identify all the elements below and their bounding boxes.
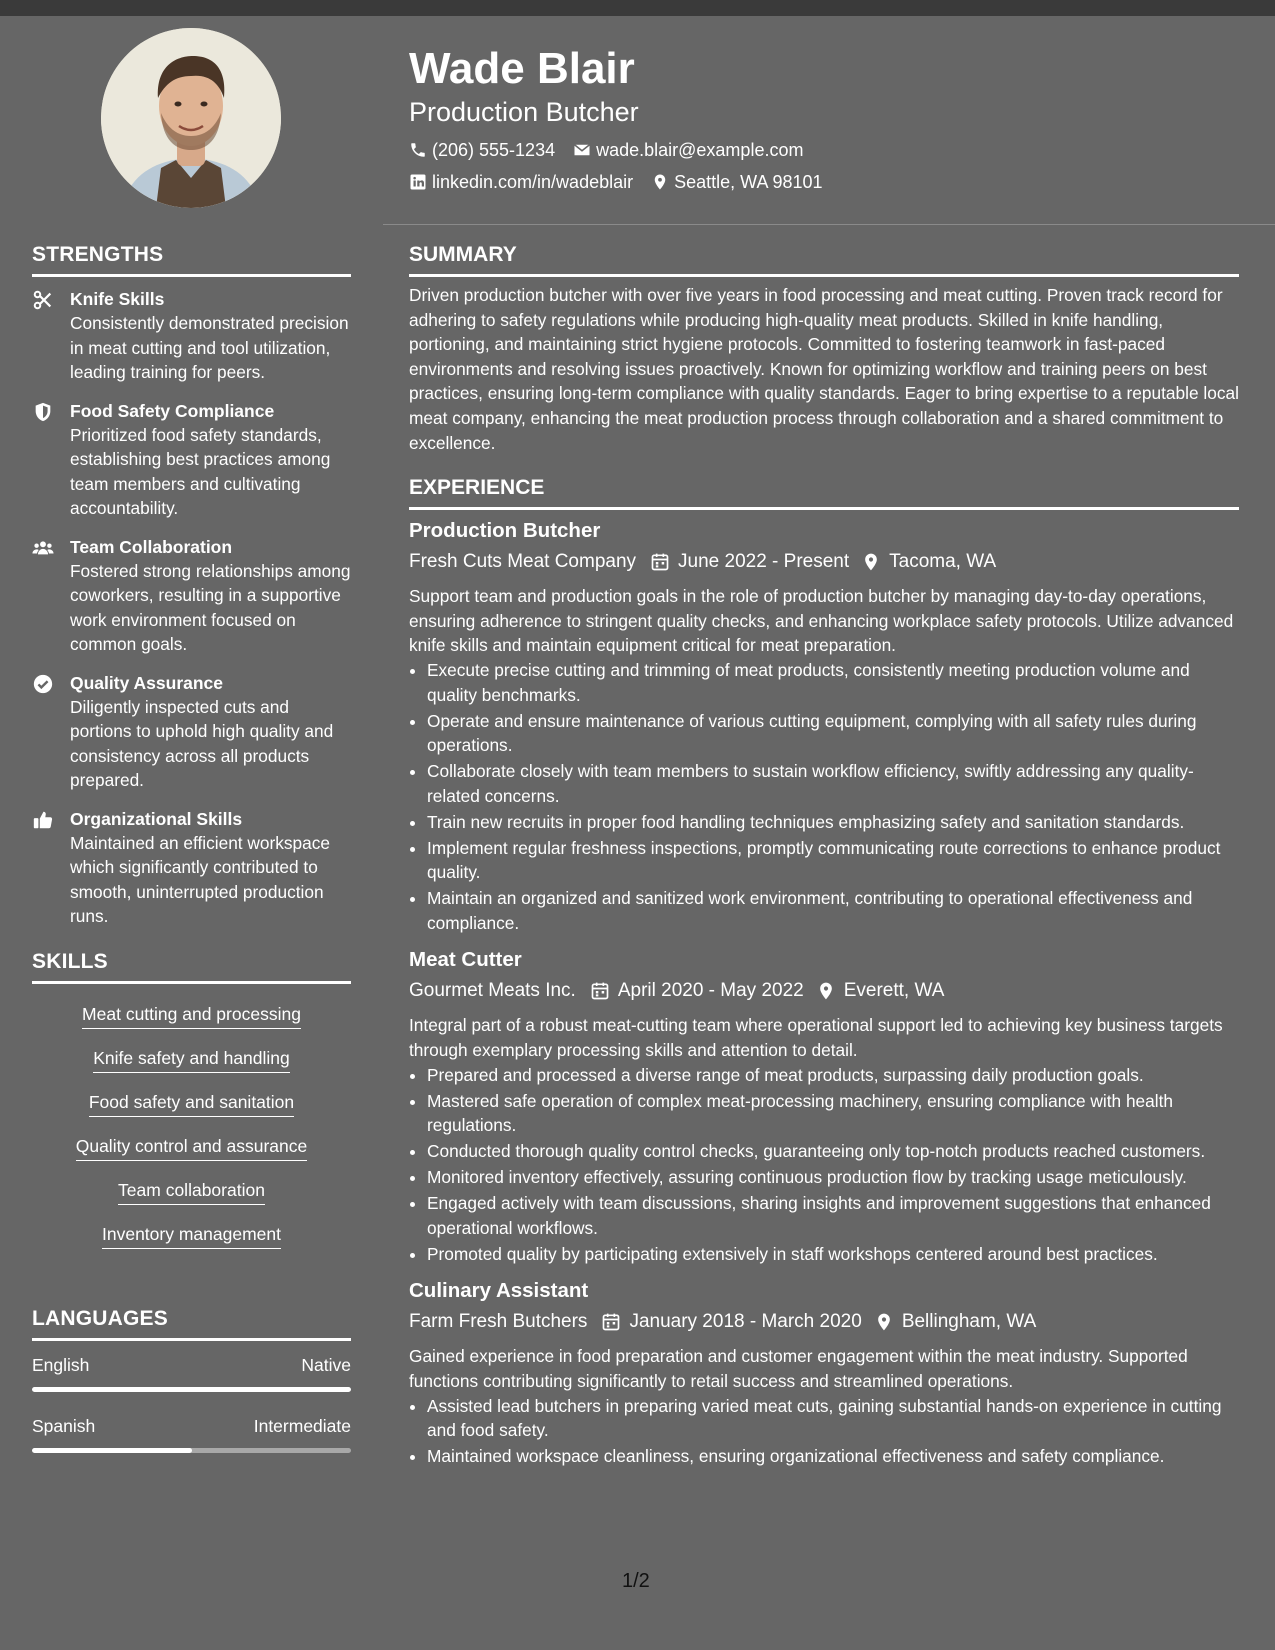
job-bullet: • Conducted thorough quality control checks, guaranteeing only top-notch products reached customers. xyxy=(427,1139,1239,1164)
profile-photo xyxy=(101,28,281,208)
strength-title: Knife Skills xyxy=(70,289,165,309)
job-bullet: • Execute precise cutting and trimming of meat products, consistently meeting production volume and quality benchmarks. xyxy=(427,658,1239,707)
job-dates: April 2020 - May 2022 xyxy=(617,980,804,1002)
job-bullet: • Maintain an organized and sanitized work environment, contributing to operational effectiveness and compliance. xyxy=(427,886,1239,935)
job-company: Gourmet Meats Inc. xyxy=(409,980,576,1002)
contact-location xyxy=(651,166,822,198)
strength-desc: Maintained an efficient workspace which significantly contributed to smooth, uninterrupted production runs. xyxy=(70,832,331,926)
job-company: Farm Fresh Butchers xyxy=(409,1311,588,1333)
job-bullets xyxy=(409,1063,1239,1267)
sidebar xyxy=(32,236,351,1475)
window-top-bar xyxy=(0,0,1275,16)
skill-item: Knife safety and handling xyxy=(93,1046,290,1073)
map-pin-icon xyxy=(816,981,836,1001)
job-bullet: • Promoted quality by participating extensively in staff workshops centered around best practices. xyxy=(427,1242,1239,1267)
location-text: Seattle, WA 98101 xyxy=(674,172,823,192)
languages-heading: LANGUAGES xyxy=(32,1306,168,1330)
summary-text: Driven production butcher with over five years in food processing and meat cutting. Proven track record for adhering to safety regulations while producing high-quality meat products. Skilled in knife handling, portioning, and maintaining strict hygiene protocols. Committed to fostering teamwork in fast-paced environments and resolving issues proactively. Known for optimizing workflow and training peers on best practices, ensuring long-term compliance with quality standards. Eager to bring expertise to a reputable local meat company, enhancing the meat production process through collaboration and a shared commitment to excellence. xyxy=(409,285,1239,453)
strength-desc: Diligently inspected cuts and portions to uphold high quality and consistency across all products prepared. xyxy=(70,696,334,790)
header-divider xyxy=(383,224,1275,225)
job-dates: June 2022 - Present xyxy=(678,551,850,573)
job-bullet: • Train new recruits in proper food handling techniques emphasizing safety and sanitation standards. xyxy=(427,810,1239,835)
job-title: Production Butcher xyxy=(409,519,601,543)
skill-item: Food safety and sanitation xyxy=(89,1090,294,1117)
email-text: wade.blair@example.com xyxy=(596,140,804,160)
map-pin-icon xyxy=(861,552,881,572)
skills-heading: SKILLS xyxy=(32,949,108,973)
scissors-icon xyxy=(32,289,54,311)
job-bullet: • Engaged actively with team discussions, sharing insights and improvement suggestions that enhanced operational workflows. xyxy=(427,1191,1239,1240)
candidate-role: Production Butcher xyxy=(409,97,639,127)
job-bullet: • Implement regular freshness inspections, promptly communicating route corrections to enhance product quality. xyxy=(427,836,1239,885)
job-entry xyxy=(409,945,1239,1266)
summary-heading: SUMMARY xyxy=(409,243,517,266)
resume-header xyxy=(409,42,1239,198)
job-bullet: • Mastered safe operation of complex meat-processing machinery, ensuring compliance with health regulations. xyxy=(427,1089,1239,1138)
map-pin-icon xyxy=(651,173,669,191)
contact-linkedin[interactable] xyxy=(409,166,633,198)
strength-item xyxy=(32,287,351,385)
phone-text: (206) 555-1234 xyxy=(432,140,556,160)
language-proficiency-fill xyxy=(32,1448,192,1453)
language-proficiency-bar xyxy=(32,1448,351,1453)
job-description: Support team and production goals in the role of production butcher by managing day-to-day operations, ensuring adherence to stringent quality checks, and enhancing workplace safety protocols. Utilize advanced knife skills and maintain equipment critical for meat preparation. xyxy=(409,586,1234,656)
job-description: Integral part of a robust meat-cutting team where operational support led to achieving key business targets through exemplary processing skills and attention to detail. xyxy=(409,1015,1223,1061)
calendar-icon xyxy=(601,1312,621,1332)
language-level: Intermediate xyxy=(253,1415,351,1436)
job-entry xyxy=(409,1276,1239,1468)
job-bullets xyxy=(409,658,1239,935)
contact-row-1 xyxy=(409,134,1239,166)
job-bullet: • Maintained workspace cleanliness, ensuring organizational effectiveness and safety compliance. xyxy=(427,1444,1239,1469)
skill-item: Meat cutting and processing xyxy=(82,1002,301,1029)
strength-title: Quality Assurance xyxy=(70,672,224,693)
language-name: English xyxy=(32,1354,90,1375)
phone-icon xyxy=(409,141,427,159)
languages-rule xyxy=(32,1338,351,1341)
job-title: Culinary Assistant xyxy=(409,1279,589,1303)
contact-phone[interactable] xyxy=(409,134,555,166)
strengths-rule xyxy=(32,274,351,277)
shield-icon xyxy=(32,401,54,423)
job-description: Gained experience in food preparation and customer engagement within the meat industry. Supported functions contributing significantly to retail success and streamlined operations. xyxy=(409,1346,1188,1391)
job-bullet: • Prepared and processed a diverse range of meat products, surpassing daily production goals. xyxy=(427,1063,1239,1088)
job-bullets xyxy=(409,1394,1239,1469)
thumbs-up-icon xyxy=(32,809,54,831)
language-proficiency-bar xyxy=(32,1387,351,1392)
linkedin-text: linkedin.com/in/wadeblair xyxy=(432,172,634,192)
contact-row-2 xyxy=(409,166,1239,198)
envelope-icon xyxy=(573,141,591,159)
language-level: Native xyxy=(301,1354,351,1375)
skill-item: Inventory management xyxy=(102,1222,281,1249)
strength-item xyxy=(32,535,351,657)
language-name: Spanish xyxy=(32,1415,96,1436)
strength-title: Team Collaboration xyxy=(70,536,233,557)
job-location: Tacoma, WA xyxy=(889,551,997,573)
job-location: Bellingham, WA xyxy=(901,1311,1037,1333)
skills-list xyxy=(32,994,351,1266)
contact-email[interactable] xyxy=(573,134,803,166)
linkedin-icon xyxy=(409,173,427,191)
strength-title: Organizational Skills xyxy=(70,808,243,829)
job-meta xyxy=(409,1306,1239,1338)
skill-item: Quality control and assurance xyxy=(76,1134,308,1161)
strength-item xyxy=(32,399,351,521)
strength-desc: Consistently demonstrated precision in meat cutting and tool utilization, leading training for peers. xyxy=(70,313,349,382)
calendar-icon xyxy=(590,981,610,1001)
job-location: Everett, WA xyxy=(843,980,945,1002)
strength-title: Food Safety Compliance xyxy=(70,400,275,421)
job-bullet: • Collaborate closely with team members to sustain workflow efficiency, swiftly addressing any quality-related concerns. xyxy=(427,759,1239,808)
language-item xyxy=(32,1414,351,1453)
experience-heading: EXPERIENCE xyxy=(409,476,545,500)
strengths-heading: STRENGTHS xyxy=(32,243,164,266)
job-title: Meat Cutter xyxy=(409,948,522,972)
strength-item xyxy=(32,807,351,929)
job-dates: January 2018 - March 2020 xyxy=(629,1311,862,1333)
skills-rule xyxy=(32,981,351,984)
strength-item xyxy=(32,671,351,793)
check-circle-icon xyxy=(32,673,54,695)
language-proficiency-fill xyxy=(32,1387,351,1392)
job-entry xyxy=(409,516,1239,935)
job-bullet: • Monitored inventory effectively, assuring continuous production flow by tracking usage meticulously. xyxy=(427,1165,1239,1190)
strength-desc: Prioritized food safety standards, establishing best practices among team members and cultivating accountability. xyxy=(70,424,331,518)
calendar-icon xyxy=(650,552,670,572)
job-bullet: • Assisted lead butchers in preparing varied meat cuts, gaining substantial hands-on experience in cutting and food safety. xyxy=(427,1394,1239,1443)
skill-item: Team collaboration xyxy=(118,1178,265,1205)
language-item xyxy=(32,1353,351,1392)
experience-rule xyxy=(409,507,1239,510)
main-column xyxy=(409,236,1239,1479)
job-meta xyxy=(409,546,1239,578)
strength-desc: Fostered strong relationships among coworkers, resulting in a supportive work environment focused on common goals. xyxy=(70,560,351,654)
map-pin-icon xyxy=(874,1312,894,1332)
users-icon xyxy=(32,537,54,559)
page-indicator: 1/2 xyxy=(622,1570,650,1592)
candidate-name: Wade Blair xyxy=(409,44,635,93)
job-bullet: • Operate and ensure maintenance of various cutting equipment, complying with all safety rules during operations. xyxy=(427,709,1239,758)
job-meta xyxy=(409,975,1239,1007)
job-company: Fresh Cuts Meat Company xyxy=(409,551,637,573)
summary-rule xyxy=(409,274,1239,277)
